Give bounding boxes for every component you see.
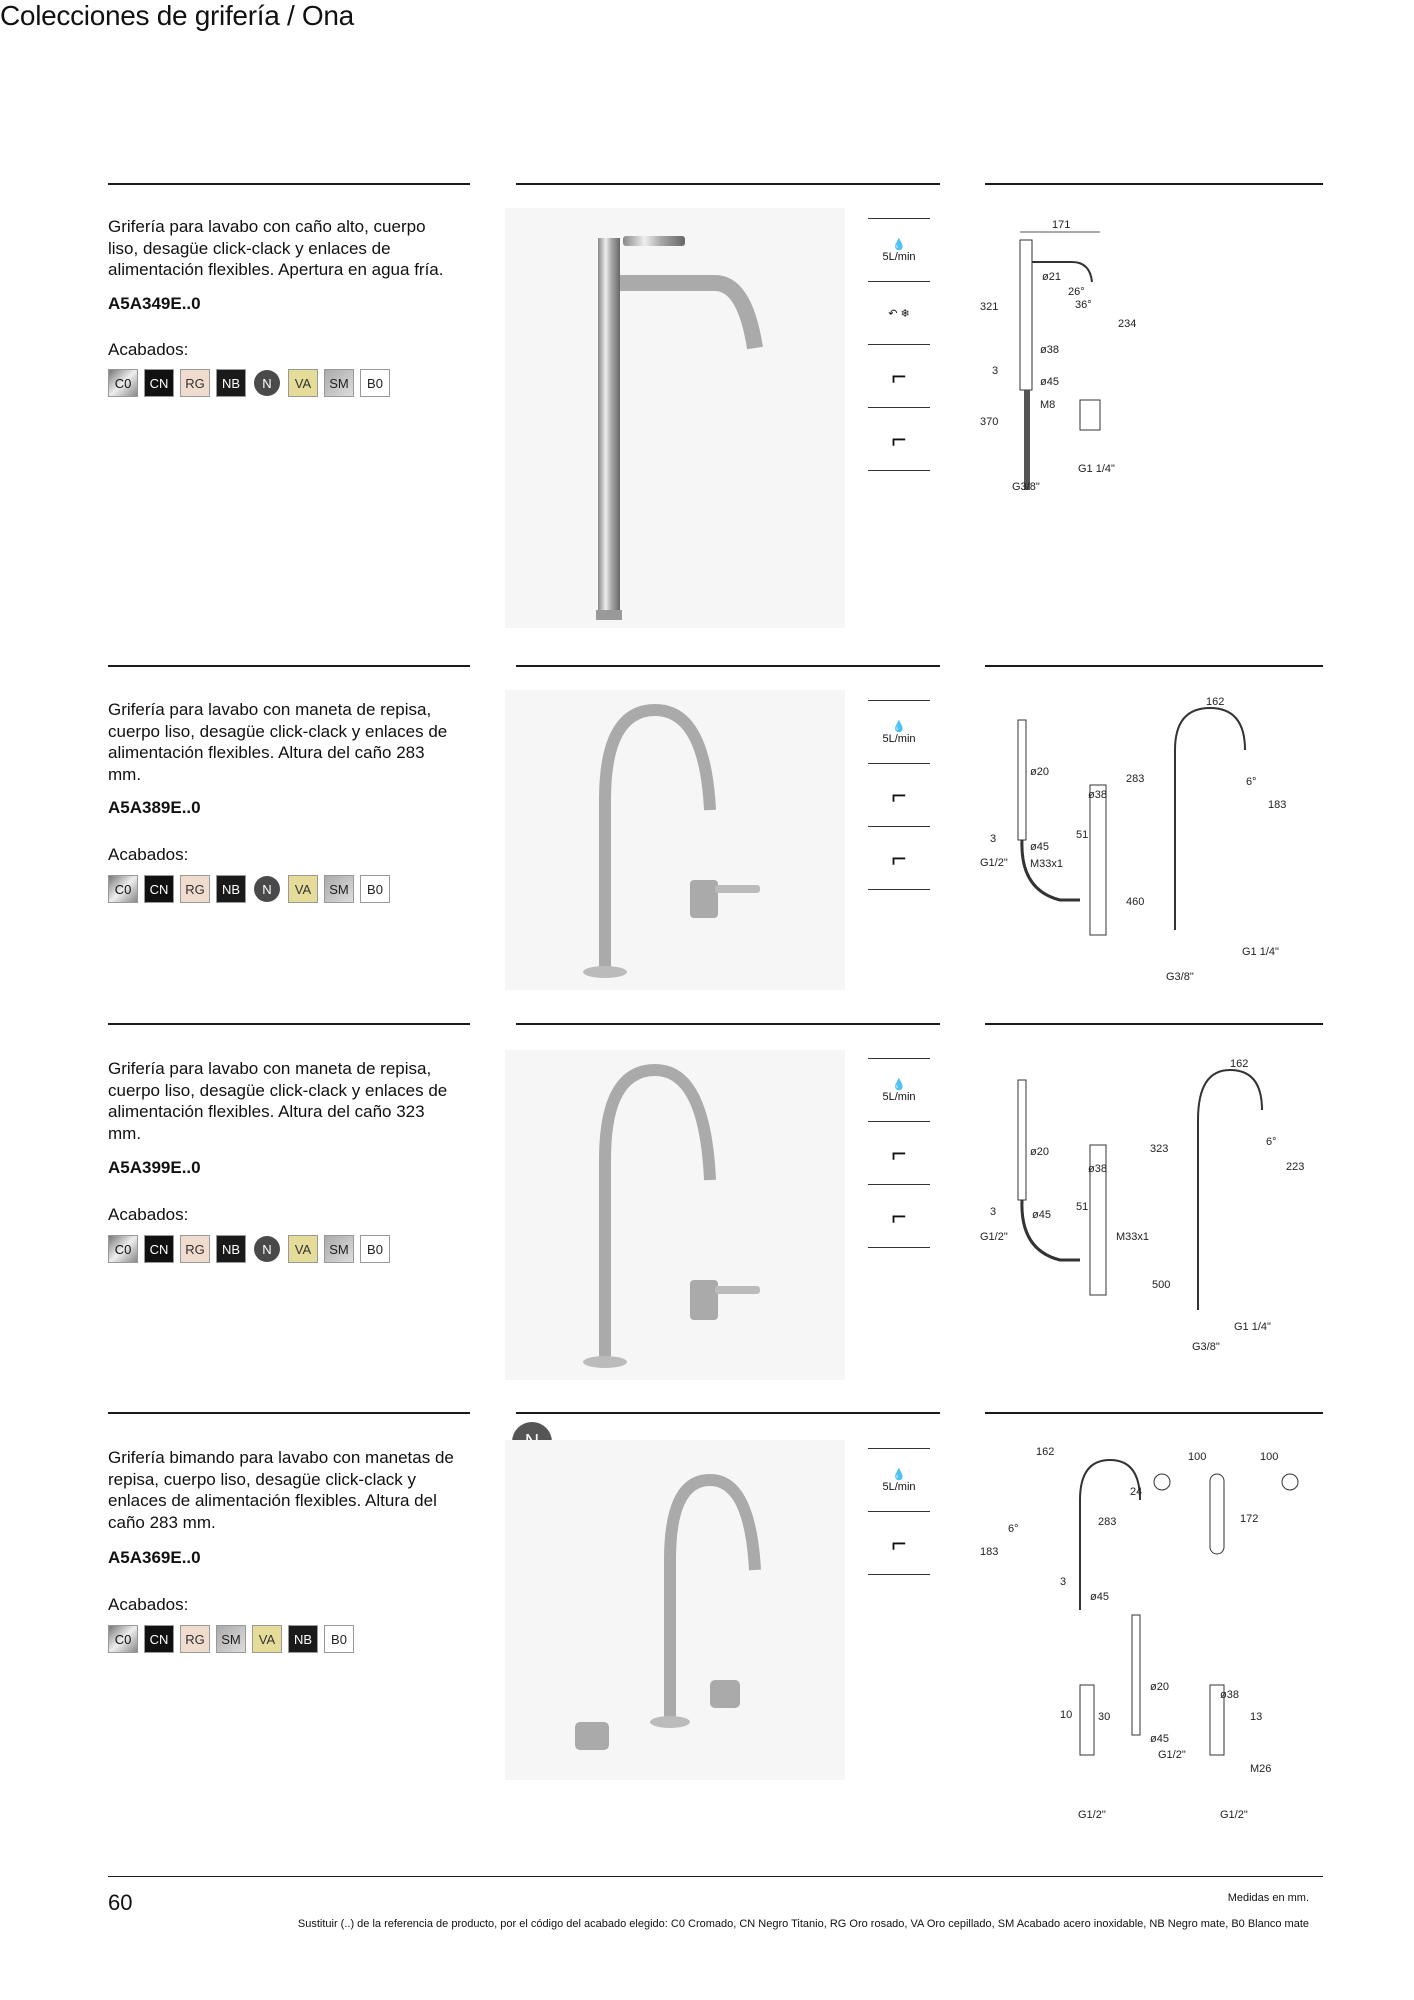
row2-rule-left [108, 665, 470, 667]
finish-swatch-sm: SM [324, 1235, 354, 1263]
svg-text:ø21: ø21 [1042, 271, 1061, 283]
svg-text:3: 3 [1060, 1576, 1067, 1588]
product-4-acabados-label: Acabados: [108, 1595, 189, 1614]
product-2-photo [505, 690, 845, 990]
finish-swatch-c0: C0 [108, 875, 138, 903]
row1-rule-right [985, 183, 1323, 185]
product-1-description: Grifería para lavabo con caño alto, cuerpo liso, desagüe click-clack y enlaces de alimentación flexibles. Apertura en agua fría. [108, 217, 444, 279]
flow-label: 5L/min [882, 250, 916, 263]
svg-text:36°: 36° [1075, 299, 1092, 311]
product-3-technical-drawing [980, 1050, 1320, 1350]
svg-text:100: 100 [1188, 1451, 1207, 1463]
finish-swatch-n: N [254, 370, 280, 396]
row1-rule-mid [516, 183, 940, 185]
svg-text:3: 3 [992, 365, 999, 377]
svg-text:ø38: ø38 [1088, 1163, 1107, 1175]
substitution-note: Sustituir (..) de la referencia de producto, por el código del acabado elegido: C0 Cromado, CN Negro Titanio, RG Oro rosado, VA Oro cepillado, SM Acabado acero inoxidable, NB Negro mate, B0 Blanco mate [297, 1918, 1309, 1930]
row3-rule-right [985, 1023, 1323, 1025]
svg-text:51: 51 [1076, 1201, 1089, 1213]
svg-text:G1/2": G1/2" [1078, 1809, 1106, 1821]
svg-text:G1/2": G1/2" [980, 1231, 1008, 1243]
finish-swatch-nb: NB [216, 1235, 246, 1263]
svg-text:283: 283 [1098, 1516, 1117, 1528]
finish-swatch-nb: NB [216, 875, 246, 903]
svg-text:171: 171 [1052, 219, 1071, 231]
svg-text:G1/2": G1/2" [1158, 1749, 1186, 1761]
water-saving-icon: 💧 5L/min [868, 218, 930, 282]
finish-swatch-nb: NB [288, 1625, 318, 1653]
water-saving-icon: 💧 5L/min [868, 1448, 930, 1512]
svg-text:M33x1: M33x1 [1030, 858, 1064, 870]
finish-swatch-c0: C0 [108, 1235, 138, 1263]
finish-swatch-b0: B0 [360, 1235, 390, 1263]
click-clack-icon: ⌐ [868, 1185, 930, 1248]
row2-rule-mid [516, 665, 940, 667]
svg-text:370: 370 [980, 416, 999, 428]
svg-text:M33x1: M33x1 [1116, 1231, 1150, 1243]
svg-text:6°: 6° [1008, 1523, 1019, 1535]
product-1-photo [505, 208, 845, 628]
svg-text:223: 223 [1286, 1161, 1305, 1173]
cold-opening-icon: ↶ ❄ [868, 282, 930, 345]
finish-swatch-n: N [254, 1236, 280, 1262]
flow-label: 5L/min [882, 732, 916, 745]
svg-text:3: 3 [990, 1206, 997, 1218]
finish-swatch-va: VA [288, 1235, 318, 1263]
finish-swatch-sm: SM [324, 369, 354, 397]
svg-text:100: 100 [1260, 1451, 1279, 1463]
svg-text:ø20: ø20 [1150, 1681, 1169, 1693]
svg-text:G1 1/4": G1 1/4" [1078, 463, 1115, 475]
finish-swatch-n: N [254, 876, 280, 902]
product-1-code: A5A349E..0 [108, 294, 201, 313]
finish-swatch-b0: B0 [324, 1625, 354, 1653]
flow-label: 5L/min [882, 1480, 916, 1493]
svg-text:ø20: ø20 [1030, 1146, 1049, 1158]
svg-text:13: 13 [1250, 1711, 1263, 1723]
finish-swatch-cn: CN [144, 1625, 174, 1653]
footer-rule [108, 1876, 1323, 1877]
finish-swatch-sm: SM [216, 1625, 246, 1653]
product-3-description: Grifería para lavabo con maneta de repisa, cuerpo liso, desagüe click-clack y enlaces de alimentación flexibles. Altura del caño 323 mm. [108, 1059, 448, 1143]
finish-swatch-va: VA [288, 875, 318, 903]
product-4-technical-drawing [980, 1440, 1320, 1830]
faucet-height-icon: ⌐ [868, 345, 930, 408]
svg-text:3: 3 [990, 833, 997, 845]
svg-text:ø45: ø45 [1040, 376, 1059, 388]
svg-text:M8: M8 [1040, 399, 1056, 411]
measures-note: Medidas en mm. [1227, 1892, 1309, 1904]
svg-text:G1 1/4": G1 1/4" [1234, 1321, 1271, 1333]
svg-text:500: 500 [1152, 1279, 1171, 1291]
finish-swatch-rg: RG [180, 1235, 210, 1263]
svg-text:30: 30 [1098, 1711, 1111, 1723]
svg-text:ø45: ø45 [1150, 1733, 1169, 1745]
finish-swatch-rg: RG [180, 369, 210, 397]
svg-text:M26: M26 [1250, 1763, 1272, 1775]
click-clack-icon: ⌐ [868, 408, 930, 471]
product-2-feature-icons [868, 700, 930, 890]
finish-swatch-b0: B0 [360, 369, 390, 397]
product-1-acabados-label: Acabados: [108, 340, 189, 359]
finish-swatch-nb: NB [216, 369, 246, 397]
svg-text:G1/2": G1/2" [980, 857, 1008, 869]
svg-text:321: 321 [980, 301, 999, 313]
svg-text:ø20: ø20 [1030, 766, 1049, 778]
finish-swatch-rg: RG [180, 1625, 210, 1653]
svg-text:283: 283 [1126, 773, 1145, 785]
faucet-height-icon: ⌐ [868, 1122, 930, 1185]
product-1-feature-icons [868, 218, 930, 471]
svg-text:183: 183 [1268, 799, 1287, 811]
svg-text:10: 10 [1060, 1709, 1073, 1721]
svg-text:6°: 6° [1246, 776, 1257, 788]
finish-swatch-sm: SM [324, 875, 354, 903]
svg-text:51: 51 [1076, 829, 1089, 841]
svg-text:162: 162 [1230, 1058, 1249, 1070]
finish-swatch-c0: C0 [108, 369, 138, 397]
tall-faucet-image [505, 208, 845, 628]
svg-text:G1/2": G1/2" [1220, 1809, 1248, 1821]
svg-text:ø45: ø45 [1090, 1591, 1109, 1603]
product-4-description: Grifería bimando para lavabo con manetas de repisa, cuerpo liso, desagüe click-clack y enlaces de alimentación flexibles. Altura del caño 283 mm. [108, 1448, 454, 1532]
row3-rule-mid [516, 1023, 940, 1025]
click-clack-icon: ⌐ [868, 827, 930, 890]
product-3-photo [505, 1050, 845, 1380]
product-4-feature-icons [868, 1448, 930, 1575]
product-3-feature-icons [868, 1058, 930, 1248]
page-number: 60 [108, 1890, 133, 1915]
svg-text:ø45: ø45 [1032, 1209, 1051, 1221]
row3-rule-left [108, 1023, 470, 1025]
svg-text:172: 172 [1240, 1513, 1259, 1525]
product-2-code: A5A389E..0 [108, 798, 201, 817]
page-title: Colecciones de grifería / Ona [0, 0, 354, 31]
flow-label: 5L/min [882, 1090, 916, 1103]
product-2-finishes [108, 875, 390, 903]
svg-text:162: 162 [1036, 1446, 1055, 1458]
svg-text:G1 1/4": G1 1/4" [1242, 946, 1279, 958]
row4-rule-mid [516, 1412, 940, 1414]
row2-rule-right [985, 665, 1323, 667]
row1-rule-left [108, 183, 470, 185]
svg-text:6°: 6° [1266, 1136, 1277, 1148]
product-3-finishes [108, 1235, 390, 1263]
product-4-photo [505, 1440, 845, 1780]
finish-swatch-b0: B0 [360, 875, 390, 903]
product-4-finishes [108, 1625, 354, 1653]
svg-text:G3/8": G3/8" [1192, 1341, 1220, 1350]
finish-swatch-cn: CN [144, 875, 174, 903]
finish-swatch-cn: CN [144, 1235, 174, 1263]
product-2-description: Grifería para lavabo con maneta de repisa, cuerpo liso, desagüe click-clack y enlaces de alimentación flexibles. Altura del caño 283 mm. [108, 700, 448, 784]
svg-text:323: 323 [1150, 1143, 1169, 1155]
finish-swatch-va: VA [288, 369, 318, 397]
row4-rule-right [985, 1412, 1323, 1414]
product-4-code: A5A369E..0 [108, 1548, 201, 1567]
product-1-technical-drawing [980, 210, 1320, 510]
svg-text:G3/8": G3/8" [1166, 971, 1194, 983]
svg-text:234: 234 [1118, 318, 1137, 330]
finish-swatch-c0: C0 [108, 1625, 138, 1653]
svg-text:ø45: ø45 [1030, 841, 1049, 853]
faucet-height-icon: ⌐ [868, 764, 930, 827]
svg-text:183: 183 [980, 1546, 999, 1558]
product-2-acabados-label: Acabados: [108, 845, 189, 864]
gooseneck-faucet-image [505, 1050, 845, 1380]
water-saving-icon: 💧 5L/min [868, 1058, 930, 1122]
svg-text:162: 162 [1206, 696, 1225, 708]
svg-text:26°: 26° [1068, 286, 1085, 298]
three-hole-faucet-image [505, 1440, 845, 1780]
finish-swatch-va: VA [252, 1625, 282, 1653]
faucet-height-icon: ⌐ [868, 1512, 930, 1575]
svg-text:ø38: ø38 [1040, 344, 1059, 356]
svg-text:G3/8": G3/8" [1012, 481, 1040, 493]
water-saving-icon: 💧 5L/min [868, 700, 930, 764]
svg-text:ø38: ø38 [1220, 1689, 1239, 1701]
svg-text:460: 460 [1126, 896, 1145, 908]
gooseneck-faucet-image [505, 690, 845, 990]
svg-text:24: 24 [1130, 1486, 1143, 1498]
svg-text:ø38: ø38 [1088, 789, 1107, 801]
finish-swatch-rg: RG [180, 875, 210, 903]
product-2-technical-drawing [980, 690, 1320, 990]
product-3-code: A5A399E..0 [108, 1158, 201, 1177]
product-3-acabados-label: Acabados: [108, 1205, 189, 1224]
product-1-finishes [108, 369, 390, 397]
finish-swatch-cn: CN [144, 369, 174, 397]
row4-rule-left [108, 1412, 470, 1414]
